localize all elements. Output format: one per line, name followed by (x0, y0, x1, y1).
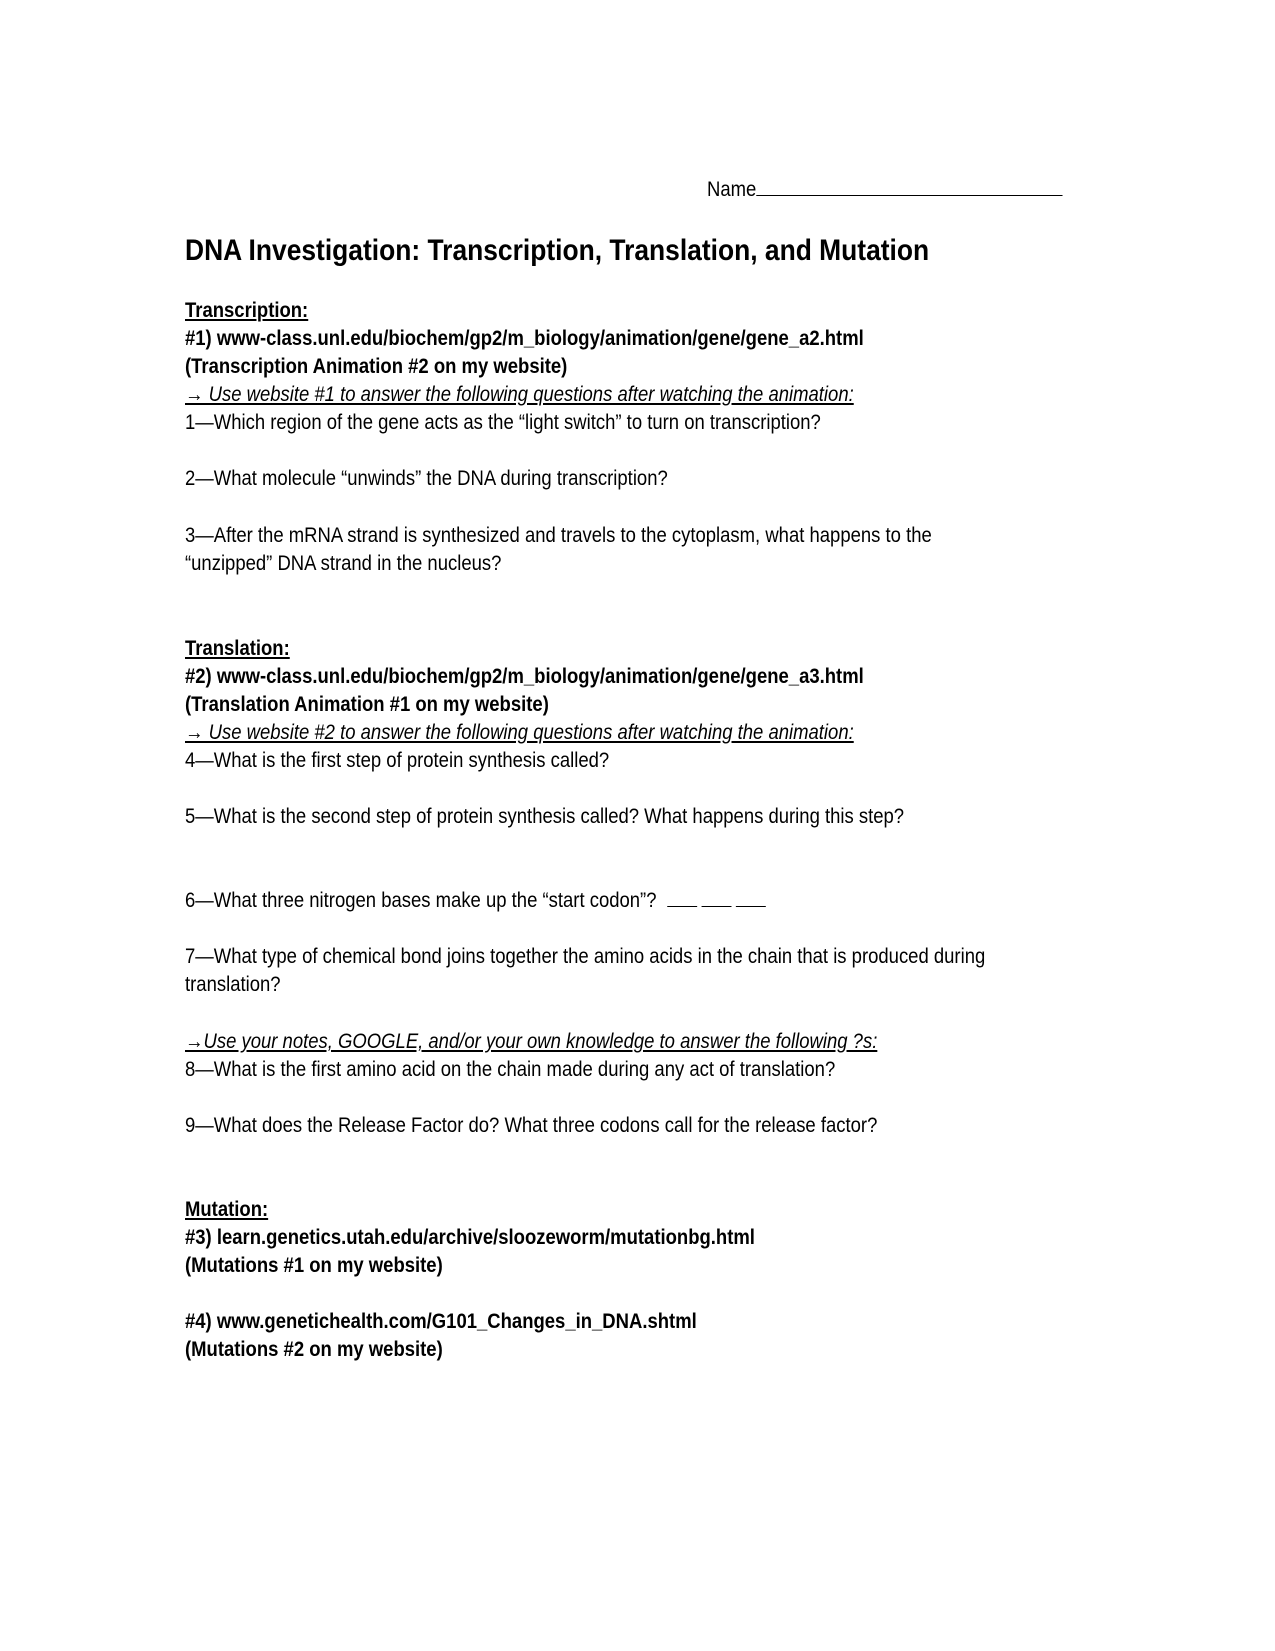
transcription-instruction: → Use website #1 to answer the following questions after watching the animation: (185, 383, 854, 406)
question-5: 5—What is the second step of protein synthesis called? What happens during this step? (185, 805, 905, 828)
mutation-site-4-note: (Mutations #2 on my website) (185, 1338, 443, 1361)
question-7-line-2: translation? (185, 973, 281, 996)
mutation-site-4: #4) www.genetichealth.com/G101_Changes_in_DNA.shtml (185, 1310, 697, 1333)
transcription-heading: Transcription: (185, 299, 309, 322)
question-7-line-1: 7—What type of chemical bond joins together the amino acids in the chain that is produced during (185, 945, 986, 968)
translation-instruction: → Use website #2 to answer the following questions after watching the animation: (185, 721, 854, 744)
question-6 (185, 887, 766, 915)
mutation-site-3: #3) learn.genetics.utah.edu/archive/sloozeworm/mutationbg.html (185, 1226, 755, 1249)
question-6-text: 6—What three nitrogen bases make up the “start codon”? (185, 889, 657, 912)
mutation-site-3-note: (Mutations #1 on my website) (185, 1254, 443, 1277)
translation-site-note: (Translation Animation #1 on my website) (185, 693, 549, 716)
question-1: 1—Which region of the gene acts as the “light switch” to turn on transcription? (185, 411, 821, 434)
name-label: Name (707, 178, 757, 201)
transcription-site-note: (Transcription Animation #2 on my website) (185, 355, 568, 378)
question-8: 8—What is the first amino acid on the chain made during any act of translation? (185, 1058, 836, 1081)
name-blank-line (756, 175, 1062, 196)
translation-site: #2) www-class.unl.edu/biochem/gp2/m_biology/animation/gene/gene_a3.html (185, 665, 864, 688)
question-3-line-1: 3—After the mRNA strand is synthesized and travels to the cytoplasm, what happens to the (185, 524, 932, 547)
translation-heading: Translation: (185, 637, 290, 660)
general-instruction: →Use your notes, GOOGLE, and/or your own knowledge to answer the following ?s: (185, 1030, 878, 1053)
page-title: DNA Investigation: Transcription, Translation, and Mutation (185, 234, 930, 267)
question-9: 9—What does the Release Factor do? What three codons call for the release factor? (185, 1114, 878, 1137)
start-codon-blank-3 (736, 888, 766, 907)
question-2: 2—What molecule “unwinds” the DNA during transcription? (185, 467, 668, 490)
name-field (707, 175, 1063, 204)
question-3-line-2: “unzipped” DNA strand in the nucleus? (185, 552, 502, 575)
transcription-site: #1) www-class.unl.edu/biochem/gp2/m_biology/animation/gene/gene_a2.html (185, 327, 864, 350)
start-codon-blank-2 (701, 888, 731, 907)
start-codon-blank-1 (667, 888, 697, 907)
question-4: 4—What is the first step of protein synthesis called? (185, 749, 610, 772)
mutation-heading: Mutation: (185, 1198, 269, 1221)
